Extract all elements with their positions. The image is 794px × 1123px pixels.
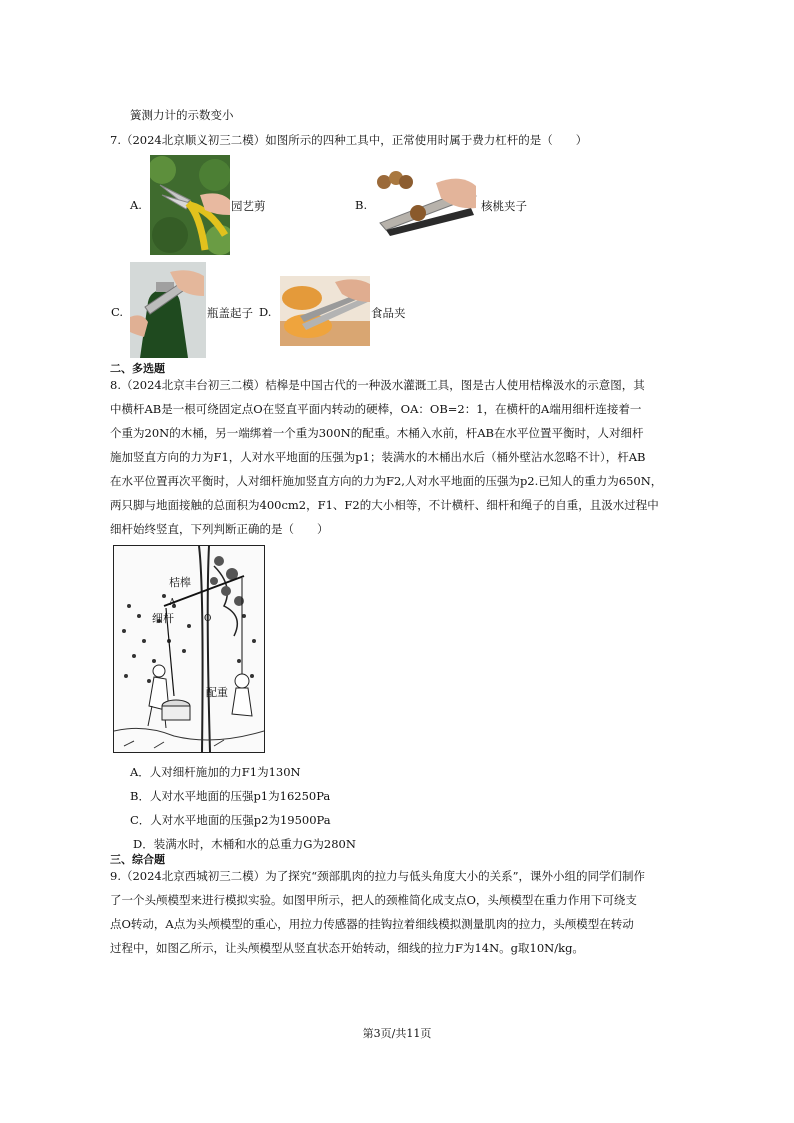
q7-option-a-caption: 园艺剪: [231, 199, 266, 213]
q8-option-a: A．人对细杆施加的力F1为130N: [130, 765, 301, 779]
q7-stem: 7.（2024北京顺义初三二模）如图所示的四种工具中，正常使用时属于费力杠杆的是（ ）: [110, 133, 588, 147]
q7-option-c-caption: 瓶盖起子: [207, 306, 253, 320]
q9-line-2: 了一个头颅模型来进行模拟实验。如图甲所示，把人的颈椎简化成支点O，头颅模型在重力作用下可绕支: [110, 893, 637, 907]
q8-line-2: 中横杆AB是一根可绕固定点O在竖直平面内转动的硬棒，OA：OB=2：1，在横杆的A端用细杆连接着一: [110, 402, 642, 416]
q9-line-4: 过程中，如图乙所示，让头颅模型从竖直状态开始转动，细线的拉力F为14N。g取10N/kg。: [110, 941, 584, 955]
q9-line-3: 点O转动，A点为头颅模型的重心，用拉力传感器的挂钩拉着细线模拟测量肌肉的拉力，头颅模型在转动: [110, 917, 634, 931]
q7-option-a-letter: A.: [130, 198, 142, 212]
q7-option-c-letter: C.: [111, 305, 124, 319]
label-o: O: [204, 614, 212, 624]
q8-option-d: D．装满水时，木桶和水的总重力G为280N: [133, 837, 356, 851]
q8-line-1: 8.（2024北京丰台初三二模）桔槔是中国古代的一种汲水灌溉工具，图是古人使用桔槔汲水的示意图，其: [110, 378, 645, 392]
q7-option-d-letter: D.: [259, 305, 272, 319]
bottle-opener-photo: [130, 262, 206, 358]
garden-shears-photo: [150, 155, 230, 255]
label-a: A: [169, 598, 176, 608]
q8-line-5: 在水平位置再次平衡时，人对细杆施加竖直方向的力为F2,人对水平地面的压强为p2.已知人的重力为650N，: [110, 474, 663, 488]
q7-option-b-letter: B.: [355, 198, 368, 212]
q8-line-6: 两只脚与地面接触的总面积为400cm2，F1、F2的大小相等，不计横杆、细杆和绳子的自重，且汲水过程中: [110, 498, 659, 512]
label-peizhong: 配重: [206, 686, 228, 699]
label-xigan: 细杆: [152, 612, 174, 625]
q8-option-b: B．人对水平地面的压强p1为16250Pa: [130, 789, 331, 803]
q7-option-b-caption: 核桃夹子: [481, 199, 527, 213]
section-heading-comprehensive: 三、综合题: [110, 853, 165, 866]
q8-option-c: C．人对水平地面的压强p2为19500Pa: [130, 813, 331, 827]
food-tongs-photo: [280, 276, 370, 346]
section-heading-multi-choice: 二、多选题: [110, 362, 165, 375]
q7-option-d-caption: 食品夹: [371, 306, 406, 320]
q9-line-1: 9.（2024北京西城初三二模）为了探究“颈部肌肉的拉力与低头角度大小的关系”，课外小组的同学们制作: [110, 869, 645, 883]
page-footer: 第3页/共11页: [362, 1027, 432, 1040]
q8-line-4: 施加竖直方向的力为F1，人对水平地面的压强为p1；装满水的木桶出水后（桶外壁沾水忽略不计），杆AB: [110, 450, 646, 464]
prev-option-tail: 簧测力计的示数变小: [130, 108, 234, 122]
nutcracker-photo: [376, 168, 480, 238]
jiegao-illustration: [113, 545, 265, 753]
q8-line-3: 个重为20N的木桶，另一端绑着一个重为300N的配重。木桶入水前，杆AB在水平位置平衡时，人对细杆: [110, 426, 644, 440]
q8-line-7: 细杆始终竖直，下列判断正确的是（ ）: [110, 522, 329, 536]
label-jiegao: 桔槔: [169, 576, 191, 589]
